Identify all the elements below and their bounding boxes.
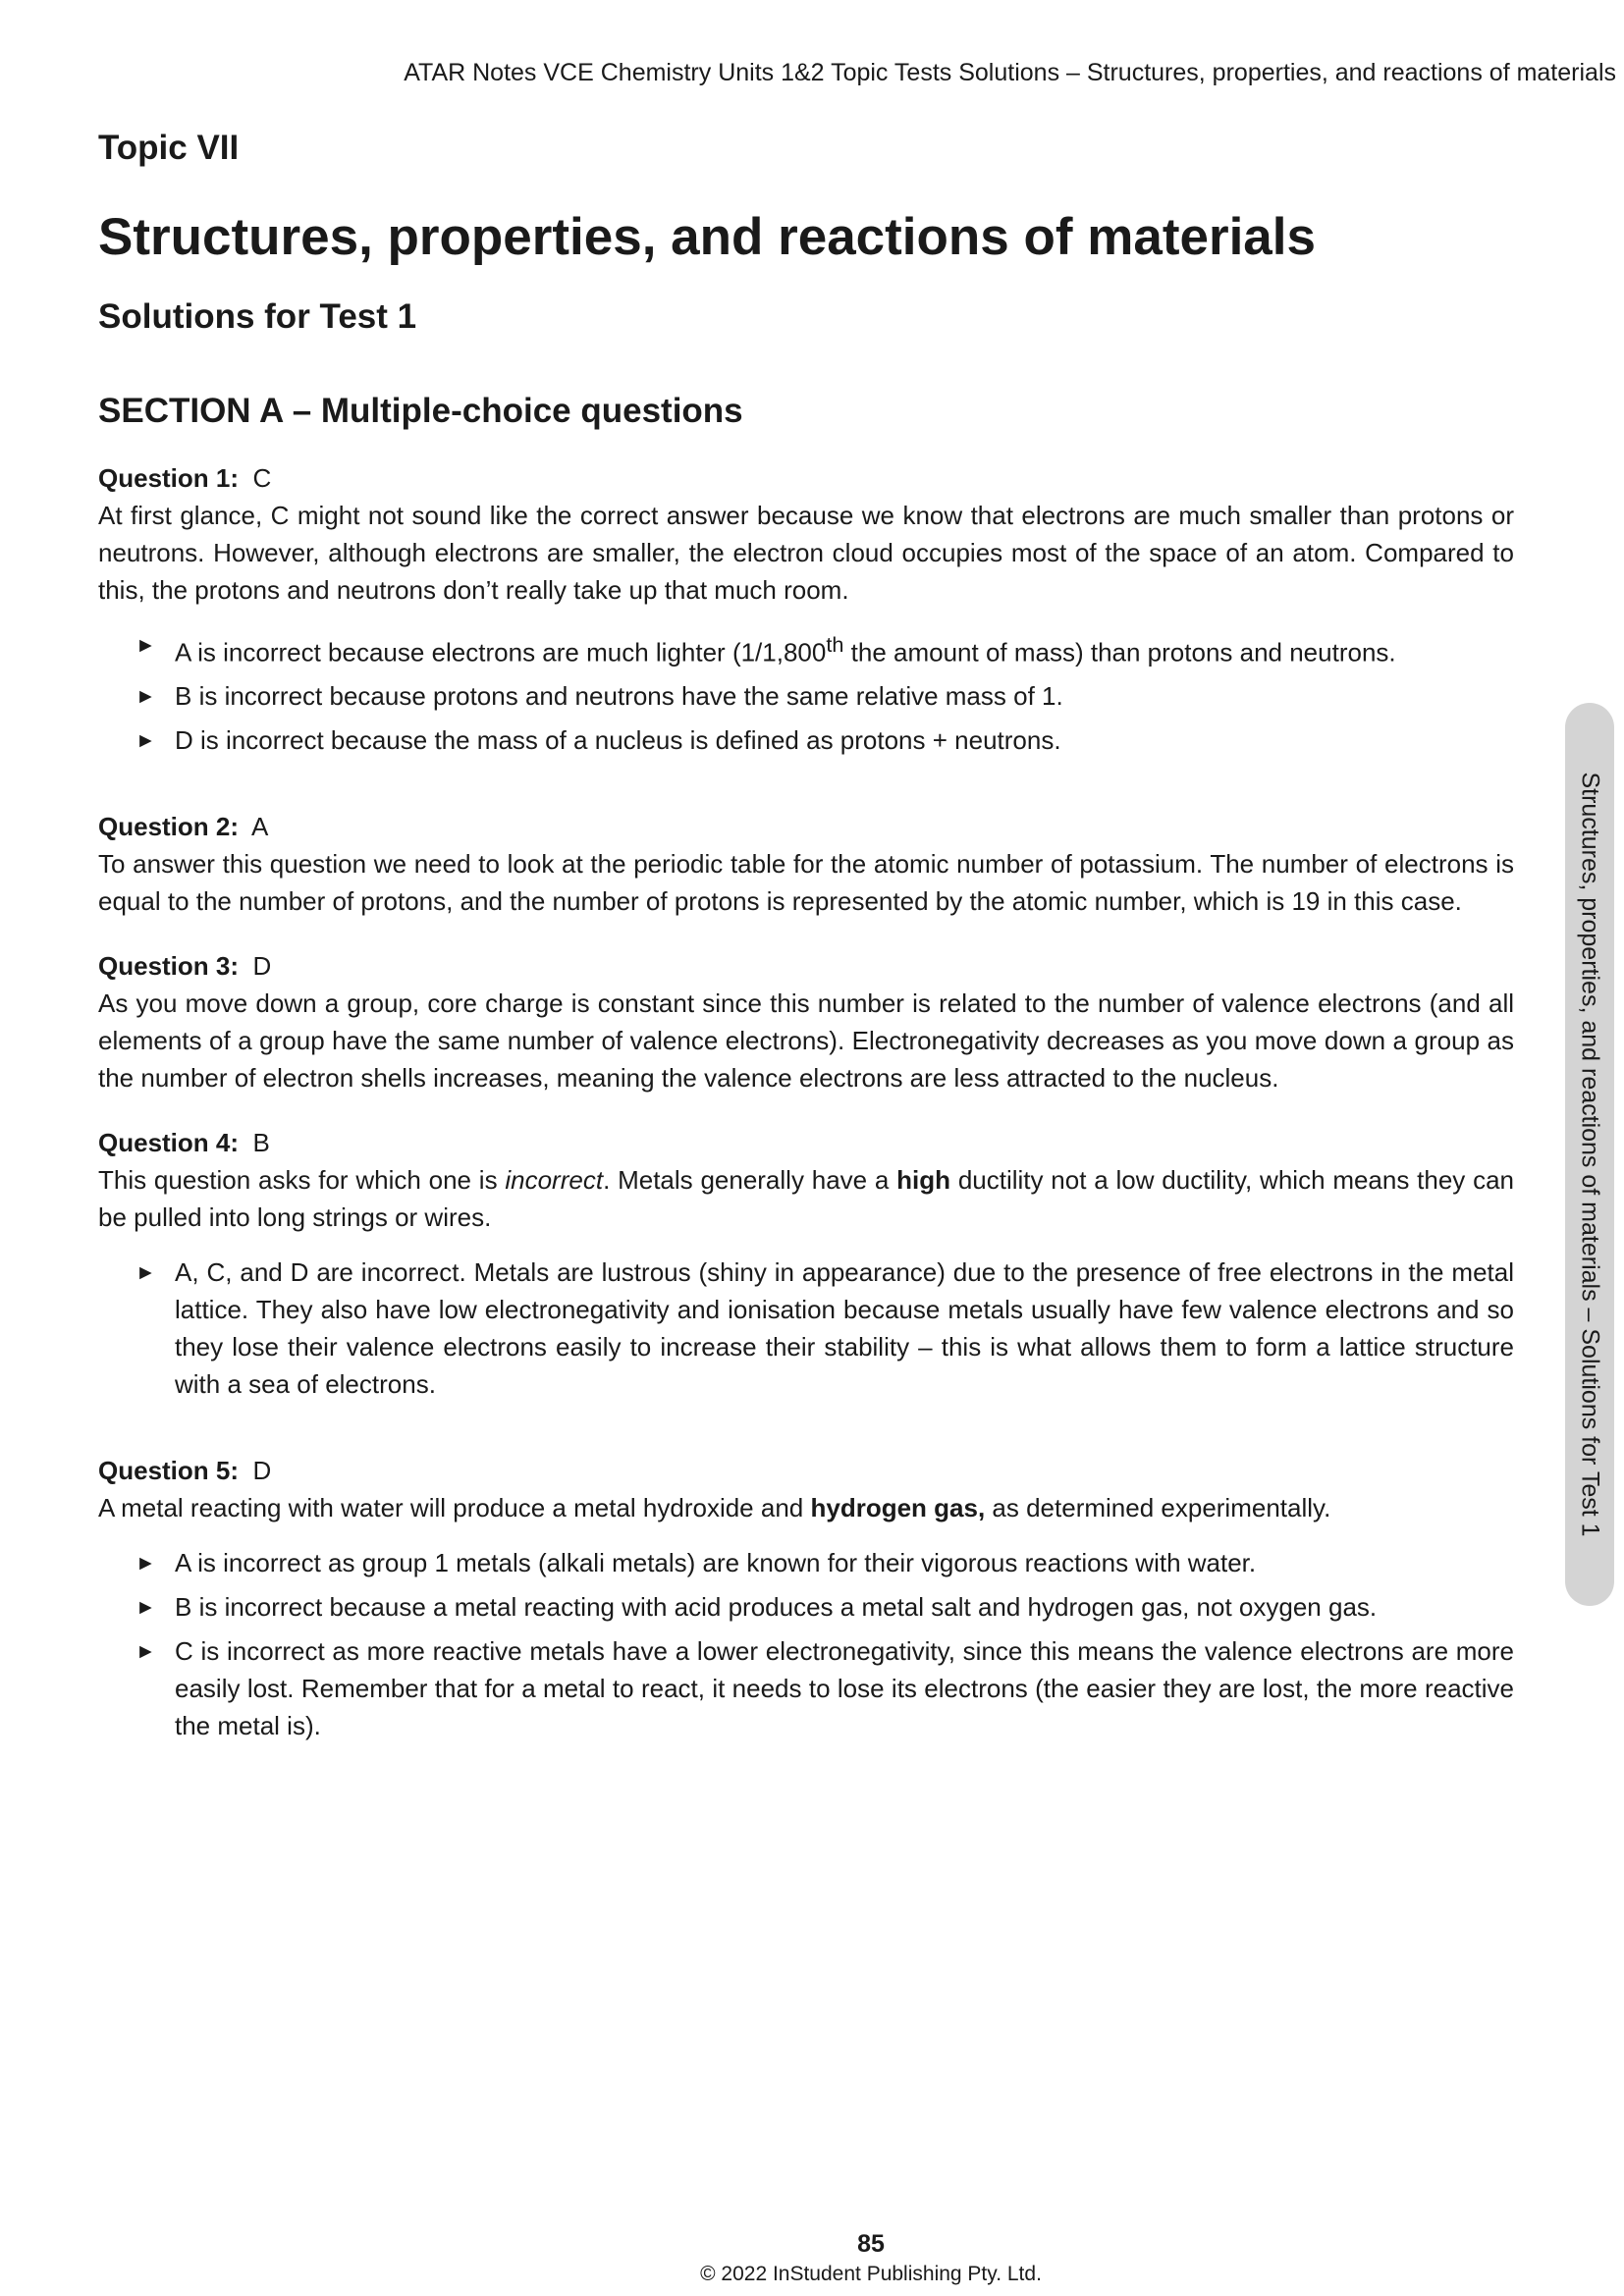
bullet-arrow-icon: ► [135,1261,156,1285]
question-5-body [98,1489,1514,1526]
question-1-bullets [98,626,1514,760]
question-4-body [98,1161,1514,1236]
question-2-label: Question 2: [98,812,240,842]
question-4-body-part: ductility not a low ductility, which means they can be pulled into long strings or wires. [98,1165,1514,1233]
question-3-body: As you move down a group, core charge is constant since this number is related to the number of valence electrons (and all elements of a group have the same number of valence electrons). Electronegativity decreases as you move down a group as the number of electron shells increases, meaning the valence electrons are less attracted to the nucleus. [98,988,1514,1094]
topic-label: Topic VII [98,129,240,167]
question-5-heading [98,1452,1514,1489]
list-item [98,677,1514,715]
question-2-body: To answer this question we need to look at the periodic table for the atomic number of potassium. The number of electrons is equal to the number of protons, and the number of protons is represented by the atomic number, which is 19 in this case. [98,849,1514,917]
question-3 [98,947,1514,1096]
list-item [98,721,1514,759]
question-4-bullets [98,1254,1514,1403]
bullet-text: B is incorrect because a metal reacting with acid produces a metal salt and hydrogen gas, not oxygen gas. [175,1592,1378,1623]
question-4-strong: high [896,1165,951,1196]
question-5-bullets [98,1544,1514,1744]
section-title: SECTION A – Multiple-choice questions [98,391,743,430]
question-1-body: At first glance, C might not sound like the correct answer because we know that electrons are much smaller than protons or neutrons. However, although electrons are smaller, the electron cloud occupies most of the space of an atom. Compared to this, the protons and neutrons don’t really take up that much room. [98,500,1514,605]
question-3-heading [98,947,1514,985]
question-5-body-part: A metal reacting with water will produce a metal hydroxide and [98,1493,811,1523]
question-2-answer: A [251,812,269,842]
list-item [98,1588,1514,1626]
list-item [98,1632,1514,1744]
question-5-body-part: as determined experimentally. [985,1493,1331,1523]
page-number: 85 [857,2230,885,2258]
bullet-superscript: th [826,631,844,657]
page-title: Structures, properties, and reactions of materials [98,208,1316,266]
question-1-answer: C [252,462,272,493]
question-5-strong: hydrogen gas, [810,1493,986,1523]
bullet-text: C is incorrect as more reactive metals have a lower electronegativity, since this means the valence electrons are more easily lost. Remember that for a metal to react, it needs to lose its electrons (the easier they are lost, the more reactive the metal is). [175,1636,1514,1741]
bullet-text: B is incorrect because protons and neutrons have the same relative mass of 1. [175,681,1063,712]
question-1-label: Question 1: [98,462,240,493]
list-item [98,626,1514,671]
running-header: ATAR Notes VCE Chemistry Units 1&2 Topic Tests Solutions – Structures, properties, and reactions of materials [404,59,1616,86]
bullet-arrow-icon: ► [135,685,156,709]
question-2-heading [98,808,1514,845]
bullet-arrow-icon: ► [135,729,156,753]
question-1 [98,459,1514,760]
copyright-notice: © 2022 InStudent Publishing Pty. Ltd. [700,2263,1042,2285]
question-3-answer: D [252,951,272,982]
question-5-answer: D [252,1456,272,1486]
list-item [98,1544,1514,1581]
question-2 [98,808,1514,920]
bullet-arrow-icon: ► [135,1640,156,1664]
bullet-text-before: A is incorrect because electrons are much lighter (1/1,800 [175,637,827,667]
question-4 [98,1124,1514,1403]
question-4-body-part: . Metals generally have a [603,1165,897,1196]
question-5-label: Question 5: [98,1456,240,1486]
question-1-heading [98,459,1514,497]
list-item [98,1254,1514,1403]
question-4-answer: B [252,1128,270,1158]
question-4-label: Question 4: [98,1128,240,1158]
bullet-arrow-icon: ► [135,1596,156,1620]
question-3-label: Question 3: [98,951,240,982]
bullet-text: A, C, and D are incorrect. Metals are lustrous (shiny in appearance) due to the presence of free electrons in the metal lattice. They also have low electronegativity and ionisation because metals usually have few valence electrons and so they lose their valence electrons easily to increase their stability – this is what allows them to form a lattice structure with a sea of electrons. [175,1257,1514,1400]
bullet-arrow-icon: ► [135,633,156,657]
question-5 [98,1452,1514,1744]
sub-title: Solutions for Test 1 [98,296,417,336]
page-content [98,128,1514,1751]
side-tab [1565,703,1614,1606]
bullet-arrow-icon: ► [135,1552,156,1575]
question-4-body-part: This question asks for which one is [98,1165,506,1196]
page-footer [0,2228,1624,2289]
side-tab-label: Structures, properties, and reactions of materials – Solutions for Test 1 [1576,772,1604,1537]
bullet-text: A is incorrect as group 1 metals (alkali metals) are known for their vigorous reactions with water. [175,1548,1257,1578]
question-4-heading [98,1124,1514,1161]
bullet-text: D is incorrect because the mass of a nucleus is defined as protons + neutrons. [175,725,1061,756]
bullet-text-after: the amount of mass) than protons and neutrons. [843,637,1396,667]
question-4-emphasis: incorrect [505,1165,604,1196]
